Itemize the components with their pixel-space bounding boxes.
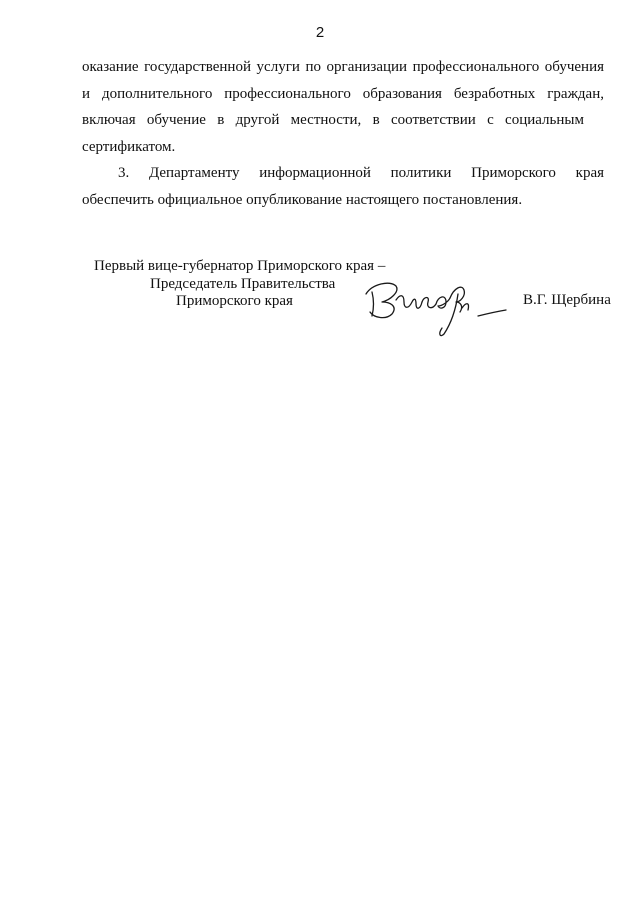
paragraph-line: 3. Департаменту информационной политики Приморского края (118, 165, 604, 181)
handwritten-signature (360, 272, 510, 342)
paragraph-line: обеспечить официальное опубликование настоящего постановления. (82, 191, 523, 208)
paragraph-line: и дополнительного профессионального образования безработных граждан, (82, 85, 604, 102)
paragraph-line: оказание государственной услуги по организации профессионального обучения (82, 59, 604, 75)
paragraph-item-3 (82, 160, 604, 213)
paragraph-line: включая обучение в другой местности, в соответствии с социальным (82, 112, 584, 128)
paragraph-continued (82, 54, 604, 160)
signatory-name: В.Г. Щербина (523, 292, 611, 308)
page-number: 2 (315, 24, 325, 41)
signatory-position-line-3: Приморского края (176, 293, 293, 309)
signatory-position-line-1: Первый вице-губернатор Приморского края – (94, 258, 386, 274)
paragraph-line: сертификатом. (82, 138, 176, 155)
signatory-position-line-2: Председатель Правительства (150, 276, 336, 292)
document-body (82, 54, 604, 213)
